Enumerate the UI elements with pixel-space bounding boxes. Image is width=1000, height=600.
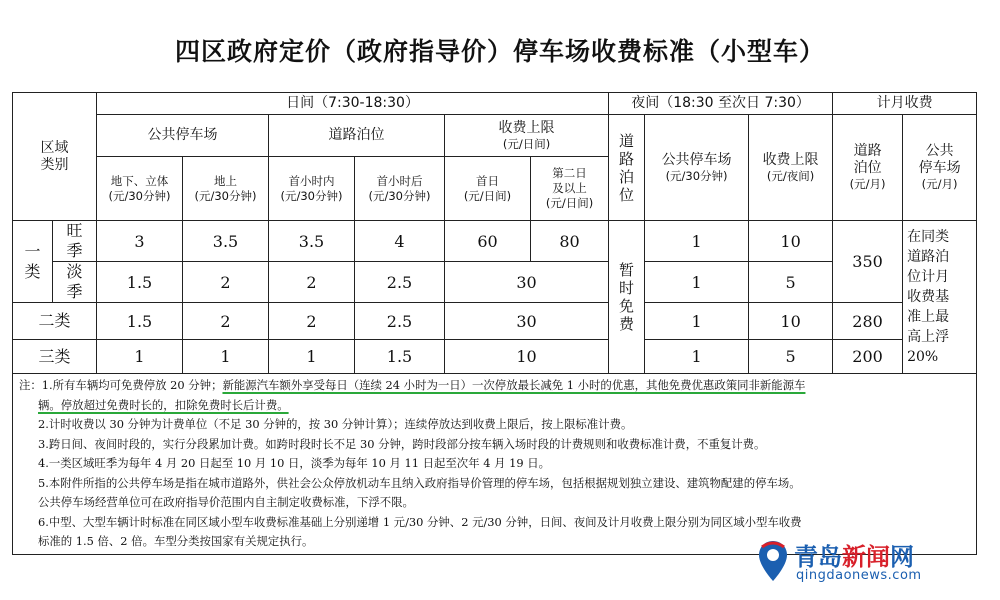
wang-ground: 3.5 (183, 221, 269, 262)
header-public-lot: 公共停车场 (97, 115, 269, 157)
note-2: 2.计时收费以 30 分钟为计费单位（不足 30 分钟的，按 30 分钟计算）；连续停放达到收费上限后，按上限标准计费。 (38, 417, 633, 431)
logo-name: 青岛新闻网 (794, 543, 914, 571)
note-3: 3.跨日间、夜间时段的，实行分段累加计费。如跨时段时长不足 30 分钟，跨时段部分按车辆入场时段的计费规则和收费标准计费，不重复计费。 (38, 436, 766, 451)
row-wang-label: 旺 季 (53, 221, 97, 262)
dan-night-public: 1 (645, 262, 749, 303)
wang-second-day: 80 (531, 221, 609, 262)
class2-after-hour: 2.5 (355, 303, 445, 340)
note-5-line-b: 公共停车场经营单位可在政府指导价范围内自主制定收费标准，下浮不限。 (38, 495, 414, 509)
note-6-line-b: 标准的 1.5 倍、2 倍。车型分类按国家有关规定执行。 (38, 534, 314, 548)
dan-day-cap: 30 (445, 262, 609, 303)
class2-first-hour: 2 (269, 303, 355, 340)
class2-monthly-road: 280 (833, 303, 903, 340)
header-cap: 收费上限 (元/日间) (445, 115, 609, 157)
wang-underground: 3 (97, 221, 183, 262)
wang-first-day: 60 (445, 221, 531, 262)
class2-night-public: 1 (645, 303, 749, 340)
dan-underground: 1.5 (97, 262, 183, 303)
header-second-day: 第二日 及以上 (元/日间) (531, 157, 609, 221)
note-5-line-a: 5.本附件所指的公共停车场是指在城市道路外，供社会公众停放机动车且纳入政府指导价管理的停车场，包括根据规划独立建设、建筑物配建的停车场。 (38, 475, 801, 490)
wang-first-hour: 3.5 (269, 221, 355, 262)
header-ground: 地上 (元/30分钟) (183, 157, 269, 221)
header-day: 日间（7:30-18:30） (97, 93, 609, 115)
note-4: 4.一类区域旺季为每年 4 月 20 日起至 10 月 10 日，淡季为每年 10 月 11 日起至次年 4 月 19 日。 (38, 456, 550, 470)
header-region: 区域 类别 (13, 93, 97, 221)
class3-day-cap: 10 (445, 340, 609, 374)
class3-night-public: 1 (645, 340, 749, 374)
wang-night-public: 1 (645, 221, 749, 262)
row-class3-label: 三类 (13, 340, 97, 374)
site-logo (756, 535, 986, 591)
header-night-public-lot: 公共停车场 (元/30分钟) (645, 115, 749, 221)
class3-night-cap: 5 (749, 340, 833, 374)
dan-after-hour: 2.5 (355, 262, 445, 303)
location-pin-icon (756, 539, 790, 583)
class3-underground: 1 (97, 340, 183, 374)
header-night: 夜间（18:30 至次日 7:30） (609, 93, 833, 115)
class3-first-hour: 1 (269, 340, 355, 374)
header-first-hour: 首小时内 (元/30分钟) (269, 157, 355, 221)
wang-night-cap: 10 (749, 221, 833, 262)
header-underground: 地下、立体 (元/30分钟) (97, 157, 183, 221)
row-class2-label: 二类 (13, 303, 97, 340)
row-dan-label: 淡 季 (53, 262, 97, 303)
monthly-public-note: 在同类 道路泊 位计月 收费基 准上最 高上浮 20% (903, 221, 977, 374)
dan-ground: 2 (183, 262, 269, 303)
header-first-day: 首日 (元/日间) (445, 157, 531, 221)
row-class1-label: 一 类 (13, 221, 53, 303)
page-title: 四区政府定价（政府指导价）停车场收费标准（小型车） (174, 37, 825, 66)
class2-day-cap: 30 (445, 303, 609, 340)
class2-underground: 1.5 (97, 303, 183, 340)
header-monthly: 计月收费 (833, 93, 977, 115)
class1-monthly-road: 350 (833, 221, 903, 303)
class2-night-cap: 10 (749, 303, 833, 340)
class2-ground: 2 (183, 303, 269, 340)
notes-section (13, 374, 977, 555)
night-road-free: 暂 时 免 费 (609, 221, 645, 374)
class3-after-hour: 1.5 (355, 340, 445, 374)
fee-table (12, 92, 977, 555)
header-night-cap: 收费上限 (元/夜间) (749, 115, 833, 221)
class3-monthly-road: 200 (833, 340, 903, 374)
note-1-line-a: 注：1.所有车辆均可免费停放 20 分钟；新能源汽车额外享受每日（连续 24 小时为一日）一次停放最长减免 1 小时的优惠，其他免费优惠政策同非新能源车 (19, 378, 806, 392)
header-monthly-road: 道路 泊位 (元/月) (833, 115, 903, 221)
note-1-line-b: 辆。停放超过免费时长的，扣除免费时长后计费。 (38, 397, 289, 412)
wang-after-hour: 4 (355, 221, 445, 262)
header-after-first-hour: 首小时后 (元/30分钟) (355, 157, 445, 221)
logo-url: qingdaonews.com (796, 568, 922, 583)
dan-first-hour: 2 (269, 262, 355, 303)
header-road-parking: 道路泊位 (269, 115, 445, 157)
dan-night-cap: 5 (749, 262, 833, 303)
note-6-line-a: 6.中型、大型车辆计时标准在同区域小型车收费标准基础上分别递增 1 元/30 分钟、2 元/30 分钟，日间、夜间及计月收费上限分别为同区域小型车收费 (38, 514, 802, 529)
header-monthly-public: 公共 停车场 (元/月) (903, 115, 977, 221)
header-night-road: 道 路 泊 位 (609, 115, 645, 221)
class3-ground: 1 (183, 340, 269, 374)
